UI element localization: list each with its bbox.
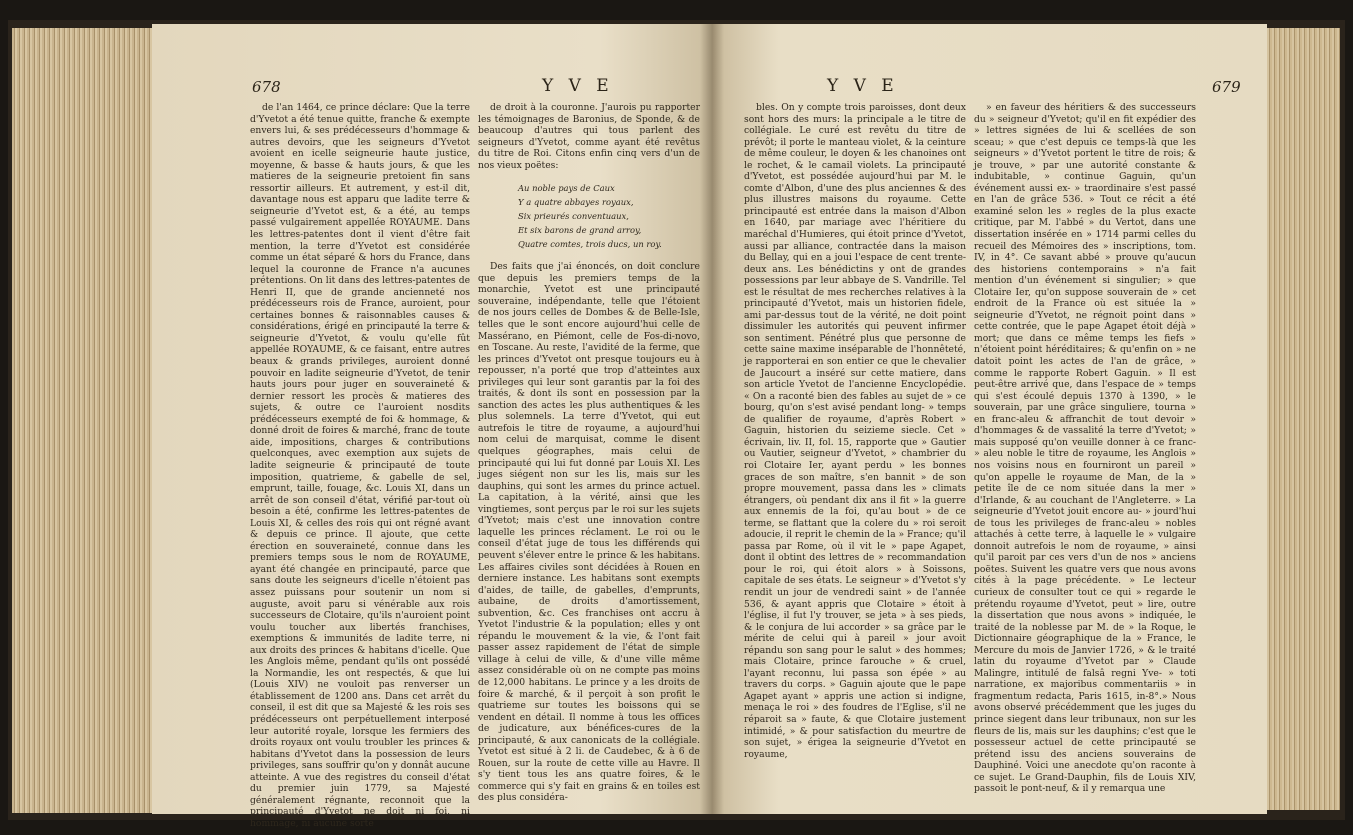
left-column-1-text: de l'an 1464, ce prince déclare: Que la terre d'Yvetot a été tenue quitte, franche & exempte envers lui, & ses prédécesseurs d'hommage & autres devoirs, que les seigneurs d'Yvetot avoient en icelle seigneurie haute justice, moyenne, & basse & hauts jours, & que les matieres de la seigneurie pretoient fin sans ressortir ailleurs. Et autrement, y est-il dit, davantage nous est apparu que ladite terre & seigneurie d'Yvetot est, & a été, au temps passé vulgairement appellée ROYAUME. Dans les lettres-patentes dont il vient d'être fait mention, la terre d'Yvetot est considérée comme un état séparé & hors du France, dans lequel la couronne de France n'a aucunes prétentions. On lit dans des lettres-patentes de Henri II, que de grande ancienneté nos prédécesseurs rois de France, auroient, pour certaines bonnes & raisonnables causes & considérations, érigé en principauté la terre & seigneurie d'Yvetot, & voulu qu'elle fût appellée ROYAUME, & ce faisant, entre autres beaux & grands privileges, auroient donné pouvoir en ladite seigneurie d'Yvetot, de tenir hauts jours pour juger en souveraineté & dernier ressort les procès & matieres des sujets, & outre ce l'auroient nosdits prédécesseurs exempté de foi & hommage, & donné droit de foires & marché, franc de toute aide, impositions, charges & contributions quelconques, avec exemption aux sujets de ladite seigneurie & principauté de toute imposition, quatrieme, & gabelle de sel, emprunt, taille, fouage, &c. Louis XI, dans un arrêt de son conseil d'état, vérifié par-tout où besoin a été, confirme les lettres-patentes de Louis XI, & celles des rois qui ont régné avant & depuis ce prince. Il ajoute, que cette érection en souveraineté, connue dans les premiers temps sous le nom de ROYAUME, ayant été changée en principauté, parce que sans doute les seigneurs d'icelle n'étoient pas assez puissans pour soutenir un nom si auguste, avoit paru si vénérable aux rois successeurs de Clotaire, qu'ils n'auroient point voulu toucher aux libertés franchises, exemptions & immunités de ladite terre, ni aux droits des princes & habitans d'icelle. Que les Anglois même, pendant qu'ils ont possédé la Normandie, les ont respectés, & que lui (Louis XIV) ne vouloit pas renverser un établissement de 1200 ans. Dans cet arrêt du conseil, il est dit que sa Majesté & les rois ses prédécesseurs ont perpétuellement interposé leur autorité royale, lorsque les fermiers des droits royaux ont voulu troubler les princes & habitans d'Yvetot dans la possession de leurs privileges, sans souffrir qu'on y donnât aucune atteinte. A vue des registres du conseil d'état du premier juin 1779, sa Majesté généralement régnante, reconnoit que la principauté d'Yvetot ne doit ni foi, ni hommage, ni aucune sorte xyxy=(250,102,471,829)
verse-line: Et six barons de grand arroy, xyxy=(518,225,642,236)
right-page-number: 679 xyxy=(1212,78,1241,96)
verse-line: Au noble pays de Caux xyxy=(518,183,615,194)
right-column-1-text: bles. On y compte trois paroisses, dont deux sont hors des murs: la principale a le titre de collégiale. Le curé est revêtu du titre de prévôt; il porte le manteau violet, & la ceinture de même couleur, le doyen & les chanoines ont le rochet, & le camail violets. La principauté d'Yvetot, est possédée aujourd'hui par M. le comte d'Albon, d'une des plus anciennes & des plus illustres maisons du royaume. Cette principauté est entrée dans la maison d'Albon en 1640, par mariage avec l'héritiere du maréchal d'Humieres, qui étoit prince d'Yvetot, aussi par alliance, contractée dans la maison du Bellay, qui en a joui l'espace de cent trente-deux ans. Les bénédictins y ont de grandes possessions par leur abbaye de S. Vandrille. Tel est le résultat de mes recherches relatives à la principauté d'Yvetot, mais un historien fidele, ami par-dessus tout de la vérité, ne doit point dissimuler les autorités qui peuvent infirmer son sentiment. Pénétré plus que personne de cette saine maxime inséparable de l'honnêteté, je rapporterai en son entier ce que le chevalier de Jaucourt a inséré sur cette matiere, dans son article Yvetot de l'ancienne Encyclopédie. « On a raconté bien des fables au sujet de » ce bourg, qu'on s'est avisé pendant long- » temps de qualifier de royaume, d'après Robert » Gaguin, historien du seizieme siecle. Cet » écrivain, liv. II, fol. 15, rapporte que » Gautier ou Vautier, seigneur d'Yvetot, » chambrier du roi Clotaire Ier, ayant perdu » les bonnes graces de son maître, s'en bannit » de son propre mouvement, passa dans les » climats étrangers, où pendant dix ans il fit » la guerre aux ennemis de la foi, qu'au bout » de ce terme, se flattant que la colere du » roi seroit adoucie, il reprit le chemin de la » France; qu'il passa par Rome, où il vit le » pape Agapet, dont il obtint des lettres de » recommandation pour le roi, qui étoit alors » à Soissons, capitale de ses états. Le seigneur » d'Yvetot s'y rendit un jour de vendredi saint » de l'année 536, & ayant appris que Clotaire » étoit à l'église, il fut l'y trouver, se jeta » à ses pieds, & le conjura de lui accorder » sa grâce par le mérite de celui qui à pareil » jour avoit répandu son sang pour le salut » des hommes; mais Clotaire, prince farouche » & cruel, l'ayant reconnu, lui passa son épée » au travers du corps. » Gaguin ajoute que le pape Agapet ayant » appris une action si indigne, menaça le roi » des foudres de l'Eglise, s'il ne réparoit sa » faute, & que Clotaire justement intimidé, » & pour satisfaction du meurtre de son sujet, » érigea la seigneurie d'Yvetot en royaume, xyxy=(744,102,966,760)
verse-line: Six prieurés conventuaux, xyxy=(518,211,629,222)
right-column-1 xyxy=(744,102,966,760)
right-page-edges xyxy=(1262,28,1340,810)
left-page-edges xyxy=(12,28,162,813)
left-column-1 xyxy=(250,102,470,829)
right-column-2 xyxy=(974,102,1196,795)
left-page xyxy=(152,24,712,829)
book-gutter xyxy=(700,24,724,814)
right-running-head: Y V E xyxy=(827,76,899,96)
poem-verse xyxy=(518,181,700,251)
left-column-2 xyxy=(478,102,700,804)
left-running-head: Y V E xyxy=(542,76,614,96)
left-column-2-text: Des faits que j'ai énoncés, on doit conclure que depuis les premiers temps de la monarchie, Yvetot est une principauté souveraine, indépendante, telle que l'étoient de nos jours celles de Dombes & de Belle-Isle, telles que le sont encore aujourd'hui celle de Massérano, en Piémont, celle de Fos-di-novo, en Toscane. Au reste, l'avidité de la ferme, que les princes d'Yvetot ont presque toujours eu à repousser, n'a porté que trop d'atteintes aux privileges qui leur sont garantis par la foi des traités, & dont ils sont en possession par la sanction des actes les plus authentiques & les plus solemnels. La terre d'Yvetot, qui eut autrefois le titre de royaume, a aujourd'hui nom celui de marquisat, comme le disent quelques géographes, mais celui de principauté qui lui fut donné par Louis XI. Les juges siégent non sur les lis, mais sur les dauphins, qui sont les armes du prince actuel. La capitation, à la vérité, ainsi que les vingtiemes, sont perçus par le roi sur les sujets d'Yvetot; mais c'est une innovation contre laquelle les princes réclament. Le roi ou le conseil d'état juge de tous les différends qui peuvent s'élever entre le prince & les habitans. Les affaires civiles sont décidées à Rouen en derniere instance. Les habitans sont exempts d'aides, de taille, de gabelles, d'emprunts, aubaine, de droits d'amortissement, subvention, &c. Ces franchises ont accru à Yvetot l'industrie & la population; elles y ont répandu le mouvement & la vie, & l'ont fait passer assez rapidement de l'état de simple village à celui de ville, & d'une ville même assez considérable où on ne compte pas moins de 12,000 habitans. Le prince y a les droits de foire & marché, & il perçoit à son profit le quatrieme sur toutes les boissons qui se vendent en détail. Il nomme à tous les offices de judicature, aux bénéfices-cures de la principauté, & aux canonicats de la collégiale. Yvetot est situé à 2 li. de Caudebec, & à 6 de Rouen, sur la route de cette ville au Havre. Il s'y tient tous les ans quatre foires, & le commerce qui s'y fait en grains & en toiles est des plus considéra- xyxy=(478,261,700,804)
right-column-2-text: » en faveur des héritiers & des successeurs du » seigneur d'Yvetot; qu'il en fit expédier des » lettres signées de lui & scellées de son sceau; » que c'est depuis ce temps-là que les seigneurs » d'Yvetot portent le titre de rois; & je trouve, » par une autorité constante & indubitable, » continue Gaguin, qu'un événement aussi ex- » traordinaire s'est passé en l'an de grâce 536. » Tout ce récit a été examiné selon les » regles de la plus exacte critique, par M. l'abbé » du Vertot, dans une dissertation insérée en » 1714 parmi celles du recueil des Mémoires des » inscriptions, tom. IV, in 4°. Ce savant abbé » prouve qu'aucun des historiens contemporains » n'a fait mention d'un événement si singulier; » que Clotaire Ier, qu'on suppose souverain de » cet endroit de la France où est située la » seigneurie d'Yvetot, ne régnoit point dans » cette contrée, que le pape Agapet étoit déjà » mort; que dans ce même temps les fiefs » n'étoient point héréditaires; & qu'enfin on » ne datoit point les actes de l'an de grâce, » comme le rapporte Robert Gaguin. » Il est peut-être arrivé que, dans l'espace de » temps qui s'est écoulé depuis 1370 à 1390, » le souverain, par une grâce singuliere, tourna » en franc-aleu & affranchit de tout devoir » d'hommages & de vassalité la terre d'Yvetot; » mais supposé qu'on veuille donner à ce franc- » aleu noble le titre de royaume, les Anglois » nos voisins nous en fourniront un pareil » qu'on appelle le royaume de Man, de la » petite île de ce nom située dans la mer » d'Irlande, & au couchant de l'Angleterre. » La seigneurie d'Yvetot jouit encore au- » jourd'hui de tous les privileges de franc-aleu » nobles attachés à cette terre, à laquelle le » vulgaire donnoit autrefois le nom de royaume, » ainsi qu'il paroit par ces vers d'un de nos » anciens poëtes. Suivent les quatre vers que nous avons cités à la page précédente. » Le lecteur curieux de consulter tout ce qui » regarde le prétendu royaume d'Yvetot, peut » lire, outre la dissertation que nous avons » indiquée, le traité de la noblesse par M. de » la Roque, le Dictionnaire géographique de la » France, le Mercure du mois de Janvier 1726, » & le traité latin du royaume d'Yvetot par » Claude Malingre, intitulé de falsâ regni Yve- » toti narratione, ex majoribus commentariis » in fragmentum redacta, Paris 1615, in-8°.» Nous avons observé précédemment que les juges du prince siegent dans leur tribunaux, non sur les fleurs de lis, mais sur les dauphins; c'est que le possesseur actuel de cette principauté se prétend issu des anciens souverains de Dauphiné. Voici une anecdote qu'on raconte à ce sujet. Le Grand-Dauphin, fils de Louis XIV, passoit le pont-neuf, & il y remarqua une xyxy=(974,102,1196,795)
verse-line: Quatre comtes, trois ducs, un roy. xyxy=(518,239,662,250)
left-page-number: 678 xyxy=(252,78,281,96)
right-page xyxy=(712,24,1267,814)
left-column-2-intro: de droit à la couronne. J'aurois pu rapporter les témoignages de Baronius, de Sponde, & de beaucoup d'autres qui tous parlent des seigneurs d'Yvetot, comme ayant été revêtus du titre de Roi. Citons enfin cinq vers d'un de nos vieux poëtes: xyxy=(478,102,700,171)
verse-line: Y a quatre abbayes royaux, xyxy=(518,197,634,208)
